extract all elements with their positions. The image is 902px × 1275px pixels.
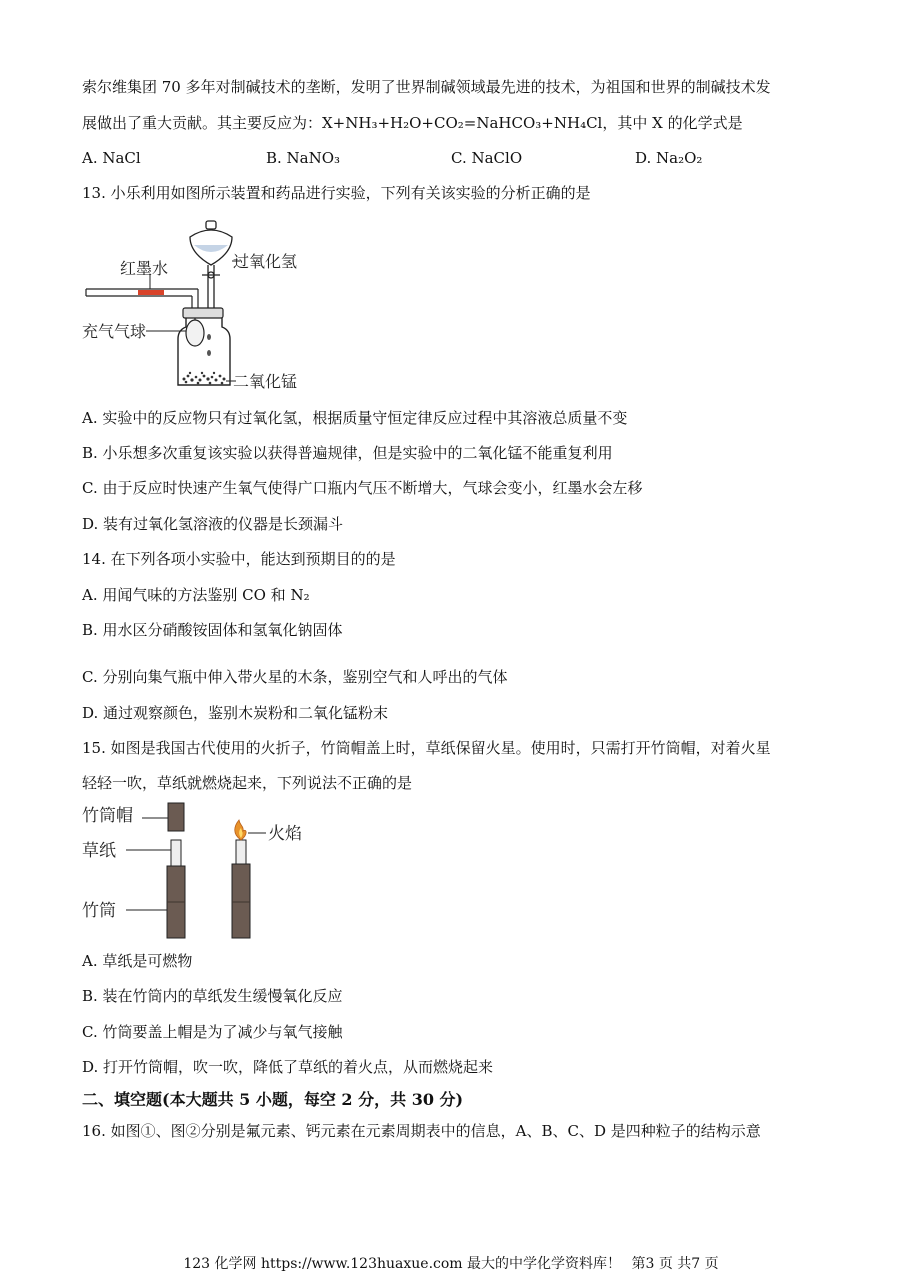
bamboo-cap xyxy=(168,803,184,831)
q15-option-c[interactable]: C. 竹筒要盖上帽是为了减少与氧气接触 xyxy=(82,1023,343,1041)
label-flame: 火焰 xyxy=(268,824,302,844)
straw-paper xyxy=(171,840,181,866)
intro-line-1: 索尔维集团 70 多年对制碱技术的垄断，发明了世界制碱领域最先进的技术，为祖国和世界的制碱技术发 xyxy=(82,78,771,96)
mno2-powder xyxy=(183,372,226,385)
label-h2o2: 过氧化氢 xyxy=(233,252,298,271)
q13-option-b[interactable]: B. 小乐想多次重复该实验以获得普遍规律，但是实验中的二氧化锰不能重复利用 xyxy=(82,444,613,462)
q13-option-c[interactable]: C. 由于反应时快速产生氧气使得广口瓶内气压不断增大，气球会变小，红墨水会左移 xyxy=(82,479,643,497)
q12-option-d[interactable]: D. Na₂O₂ xyxy=(635,149,703,167)
droplet xyxy=(207,350,211,356)
q13-option-a[interactable]: A. 实验中的反应物只有过氧化氢，根据质量守恒定律反应过程中其溶液总质量不变 xyxy=(82,409,628,427)
q13-stem: 13. 小乐利用如图所示装置和药品进行实验，下列有关该实验的分析正确的是 xyxy=(82,184,591,202)
label-tube: 竹筒 xyxy=(82,901,116,921)
bamboo-tube-lit xyxy=(232,864,250,938)
straw-paper-lit xyxy=(236,840,246,866)
q14-option-a[interactable]: A. 用闻气味的方法鉴别 CO 和 N₂ xyxy=(82,586,310,604)
label-cap: 竹筒帽 xyxy=(82,806,133,826)
red-ink-drop xyxy=(138,290,164,295)
q13-option-d[interactable]: D. 装有过氧化氢溶液的仪器是长颈漏斗 xyxy=(82,515,344,533)
q14-option-c[interactable]: C. 分别向集气瓶中伸入带火星的木条，鉴别空气和人呼出的气体 xyxy=(82,668,508,686)
q12-option-a[interactable]: A. NaCl xyxy=(82,149,141,167)
label-paper: 草纸 xyxy=(82,841,116,861)
q15-option-b[interactable]: B. 装在竹筒内的草纸发生缓慢氧化反应 xyxy=(82,987,343,1005)
q12-option-c[interactable]: C. NaClO xyxy=(451,149,523,167)
droplet xyxy=(207,334,211,340)
separatory-funnel xyxy=(190,221,232,310)
q12-option-b[interactable]: B. NaNO₃ xyxy=(266,149,341,167)
q14-option-d[interactable]: D. 通过观察颜色，鉴别木炭粉和二氧化锰粉末 xyxy=(82,704,389,722)
rubber-stopper xyxy=(183,308,223,318)
section-heading: 二、填空题(本大题共 5 小题，每空 2 分，共 30 分) xyxy=(82,1090,464,1109)
q16-stem: 16. 如图①、图②分别是氟元素、钙元素在元素周期表中的信息，A、B、C、D 是四种粒子的结构示意 xyxy=(82,1122,761,1140)
label-balloon: 充气气球 xyxy=(82,322,147,341)
label-mno2: 二氧化锰 xyxy=(233,372,298,391)
intro-line-2: 展做出了重大贡献。其主要反应为：X+NH₃+H₂O+CO₂=NaHCO₃+NH₄Cl，其中 X 的化学式是 xyxy=(82,114,743,132)
page-footer xyxy=(0,1255,902,1273)
footer-page-number: 第3 页 共7 页 xyxy=(631,1256,719,1272)
footer-site: 123 化学网 https://www.123huaxue.com 最大的中学化学资料库！ xyxy=(183,1256,622,1272)
q15-option-d[interactable]: D. 打开竹筒帽，吹一吹，降低了草纸的着火点，从而燃烧起来 xyxy=(82,1058,494,1076)
q15-option-a[interactable]: A. 草纸是可燃物 xyxy=(82,952,193,970)
q15-stem-line-2: 轻轻一吹，草纸就燃烧起来，下列说法不正确的是 xyxy=(82,774,413,792)
q15-stem-line-1: 15. 如图是我国古代使用的火折子，竹筒帽盖上时，草纸保留火星。使用时，只需打开竹筒帽，对着火星 xyxy=(82,739,771,757)
q13-apparatus-figure xyxy=(80,215,320,395)
h2o2-liquid xyxy=(194,245,228,252)
balloon xyxy=(186,320,204,346)
q14-stem: 14. 在下列各项小实验中，能达到预期目的的是 xyxy=(82,550,396,568)
q14-option-b[interactable]: B. 用水区分硝酸铵固体和氢氧化钠固体 xyxy=(82,621,343,639)
label-red-ink: 红墨水 xyxy=(120,259,169,278)
